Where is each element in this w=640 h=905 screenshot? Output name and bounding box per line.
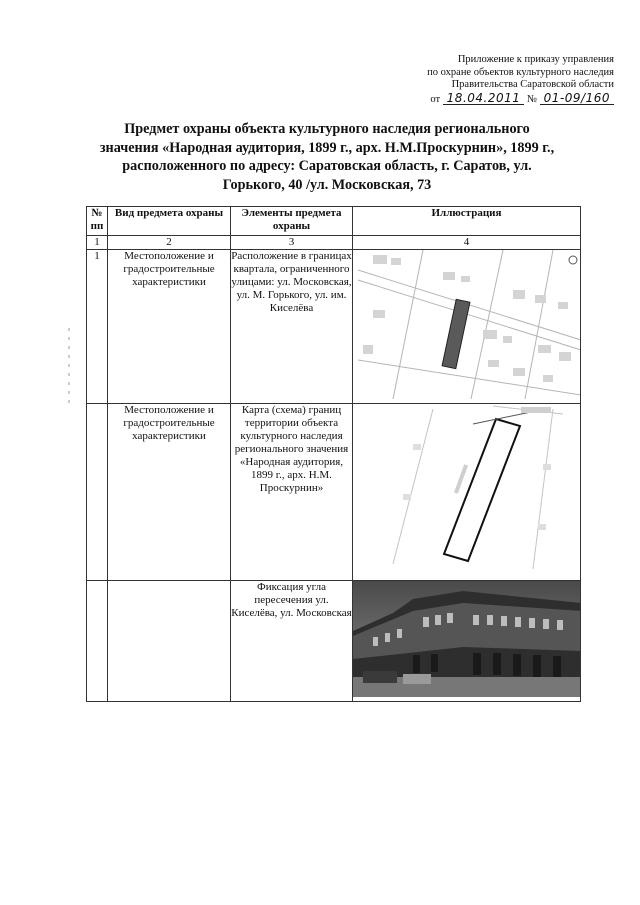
row-element: Карта (схема) границ территории объекта культурного наследия регионального значения «Народная аудитория, 1899 г., арх. Н.М. Проскурнин»	[231, 404, 353, 581]
row-kind: Местоположение и градостроительные характеристики	[108, 404, 231, 581]
title-line-1: Предмет охраны объекта культурного наследия регионального	[124, 121, 530, 137]
number-value: 01-09/160	[540, 92, 614, 106]
col-number: 4	[353, 236, 581, 250]
title-line-2: значения «Народная аудитория, 1899 г., арх. Н.М.Проскурнин», 1899 г.,	[99, 139, 555, 156]
table-row	[87, 250, 581, 404]
date-value: 18.04.2011	[443, 92, 525, 106]
table-row	[87, 404, 581, 581]
illustration-cell	[353, 581, 581, 702]
row-kind: Местоположение и градостроительные характеристики	[108, 250, 231, 404]
header-elements: Элементы предмета охраны	[231, 207, 353, 236]
date-prefix: от	[430, 93, 441, 105]
col-number: 2	[108, 236, 231, 250]
scan-mark	[68, 328, 70, 408]
row-number	[87, 404, 108, 581]
building-photo-image	[353, 581, 581, 697]
row-kind	[108, 581, 231, 702]
appendix-line-1: Приложение к приказу управления	[457, 54, 614, 65]
row-number: 1	[87, 250, 108, 404]
title-line-3: расположенного по адресу: Саратовская область, г. Саратов, ул.	[122, 158, 532, 174]
appendix-line-2: по охране объектов культурного наследия	[427, 66, 614, 78]
row-element: Расположение в границах квартала, ограниченного улицами: ул. Московская, ул. М. Горького, ул. им. Киселёва	[231, 250, 353, 404]
table-row	[87, 581, 581, 702]
document-title	[92, 120, 562, 194]
row-number	[87, 581, 108, 702]
appendix-line-3: Правительства Саратовской области	[451, 79, 614, 90]
protection-table	[86, 206, 581, 702]
title-line-4: Горького, 40 /ул. Московская, 73	[222, 176, 432, 193]
boundary-scheme-image	[353, 404, 581, 576]
header-number: № пп	[87, 207, 108, 236]
table-header-row	[87, 207, 581, 236]
header-kind: Вид предмета охраны	[108, 207, 231, 236]
col-number: 1	[87, 236, 108, 250]
column-number-row	[87, 236, 581, 250]
illustration-cell	[353, 250, 581, 404]
illustration-cell	[353, 404, 581, 581]
header-illustration: Иллюстрация	[353, 207, 581, 236]
col-number: 3	[231, 236, 353, 250]
appendix-date-number	[394, 92, 614, 107]
number-prefix: №	[527, 93, 538, 105]
row-element: Фиксация угла пересечения ул. Киселёва, ул. Московская	[231, 581, 353, 702]
appendix-block	[394, 54, 614, 106]
map-plan-image	[353, 250, 581, 399]
